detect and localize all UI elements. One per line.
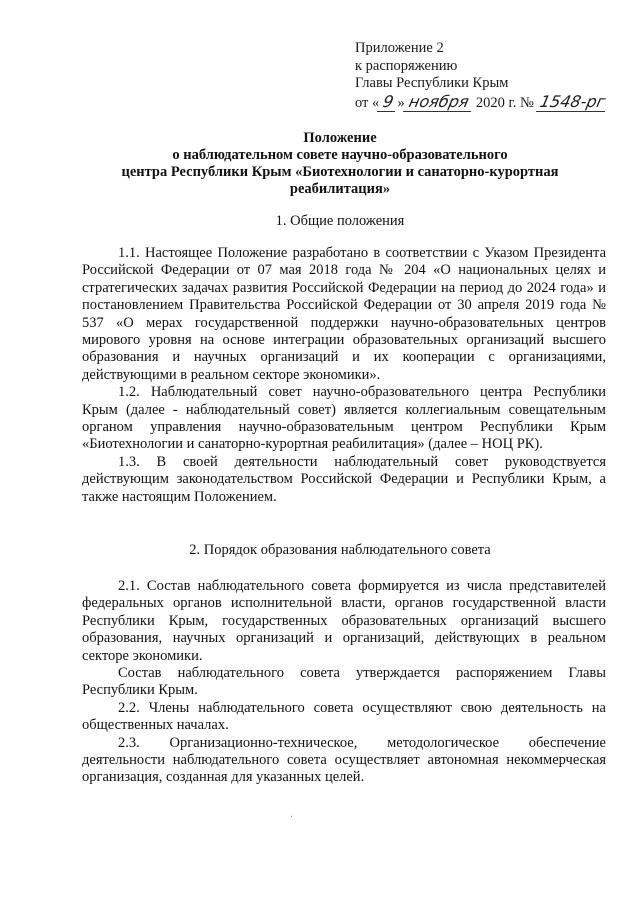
- handwritten-day: 9: [377, 93, 399, 112]
- annex-line-2: к распоряжению: [355, 57, 458, 74]
- paragraph-2-4: 2.3. Организационно-техническое, методологическое обеспечение деятельности наблюдательного совета осуществляет автономная некоммерческая организация, созданная для указанных целей.: [82, 734, 606, 786]
- annex-date-line: [355, 93, 607, 113]
- section-2-heading: 2. Порядок образования наблюдательного совета: [189, 542, 491, 558]
- title-line-4: реабилитация»: [289, 181, 391, 197]
- scan-artifact: ·: [290, 812, 294, 823]
- title-line-1: Положение: [303, 130, 377, 146]
- date-prefix: от «: [355, 94, 380, 111]
- annex-line-3: Главы Республики Крым: [355, 75, 509, 91]
- title-line-2: о наблюдательном совете научно-образовательного: [172, 147, 508, 163]
- annex-line-1: Приложение 2: [355, 40, 444, 56]
- paragraph-2-2: Состав наблюдательного совета утверждается распоряжением Главы Республики Крым.: [82, 665, 606, 699]
- section-1-body: [82, 245, 606, 506]
- document-title: [60, 130, 620, 198]
- title-line-3: центра Республики Крым «Биотехнологии и санаторно-курортная: [121, 164, 559, 180]
- section-1-heading: 1. Общие положения: [275, 213, 405, 229]
- paragraph-2-1: 2.1. Состав наблюдательного совета формируется из числа представителей федеральных органов исполнительной власти, органов государственной власти Республики Крым, государственных образовательных организаций высшего образования, научных организаций и организаций, действующих в реальном секторе экономики.: [82, 578, 606, 664]
- paragraph-2-3: 2.2. Члены наблюдательного совета осуществляют свою деятельность на общественных началах.: [82, 699, 606, 734]
- paragraph-1-2: 1.2. Наблюдательный совет научно-образовательного центра Республики Крым (далее - наблюдательный совет) является коллегиальным совещательным органом управления научно-образовательным центром Республики Крым «Биотехнологии и санаторно-курортная реабилитация» (далее – НОЦ РК).: [82, 384, 606, 453]
- paragraph-1-1: 1.1. Настоящее Положение разработано в соответствии с Указом Президента Российской Федерации от 07 мая 2018 года № 204 «О национальных целях и стратегических задачах развития Российской Федерации на период до 2024 года» и постановлением Правительства Российской Федерации от 30 апреля 2019 года № 537 «О мерах государственной поддержки научно-образовательных центров мирового уровня на основе интеграции образовательных организаций высшего образования и научных организаций и их кооперации с организациями, действующими в реальном секторе экономики».: [82, 245, 606, 383]
- paragraph-1-3: 1.3. В своей деятельности наблюдательный совет руководствуется действующим законодательством Российской Федерации и Республики Крым, а также настоящим Положением.: [82, 453, 606, 505]
- date-close: »: [397, 94, 405, 111]
- year-label: 2020 г. №: [475, 94, 534, 111]
- handwritten-number: 1548-рг: [536, 93, 609, 112]
- annex-header: [355, 40, 607, 112]
- section-2-body: [82, 578, 606, 787]
- handwritten-month: ноября: [403, 93, 474, 112]
